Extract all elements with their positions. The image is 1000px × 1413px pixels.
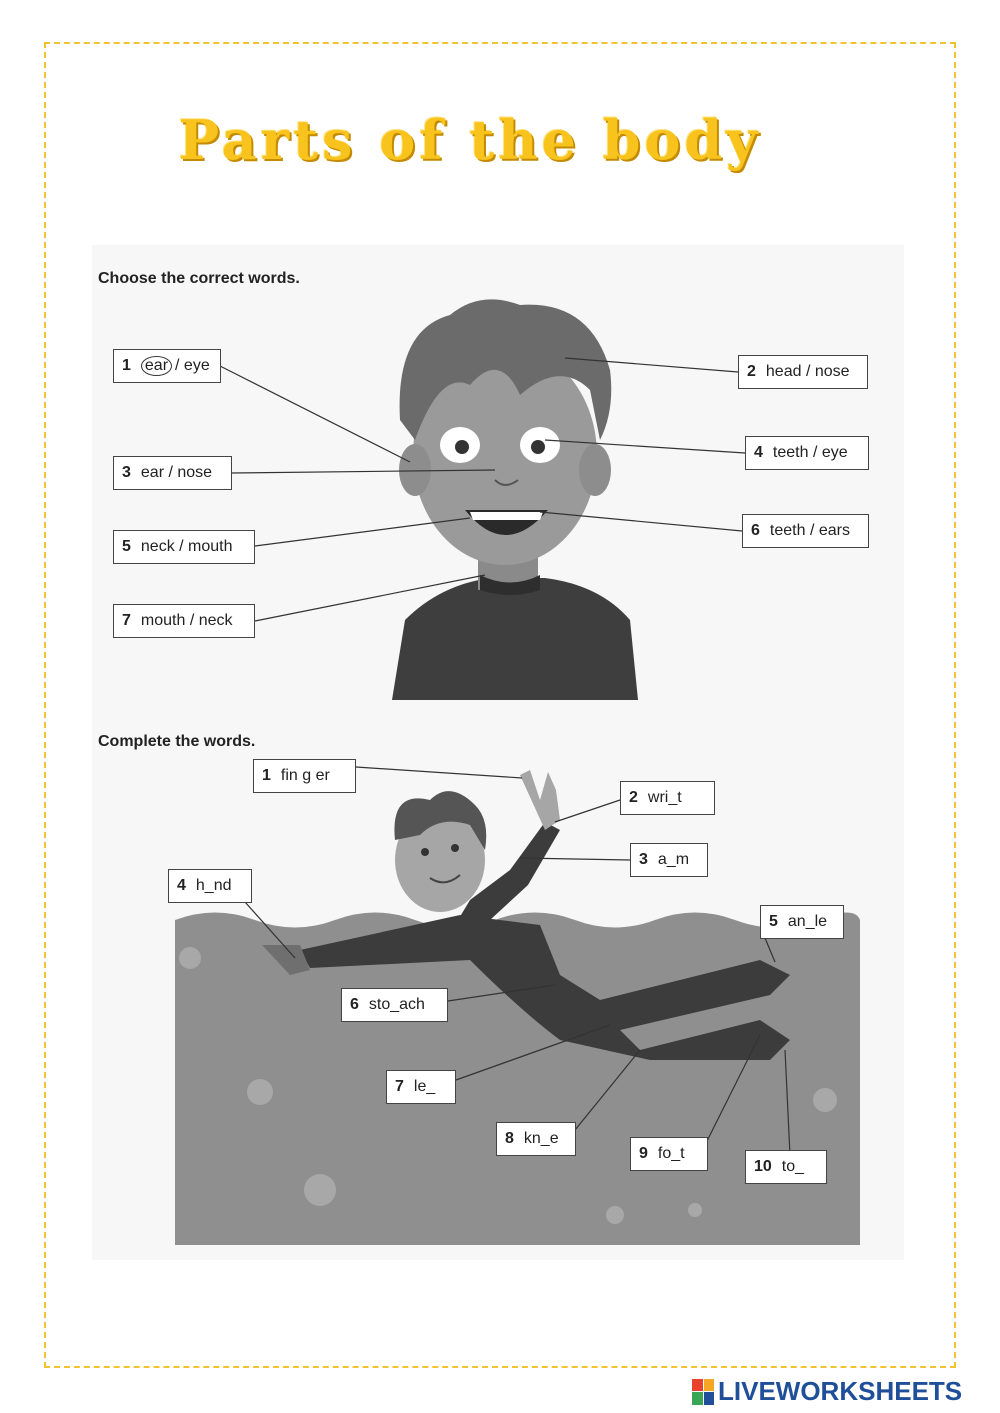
word-text[interactable]: an_le <box>787 913 828 930</box>
word-text[interactable]: h_nd <box>195 877 232 894</box>
item-number: 8 <box>505 1130 514 1147</box>
word-text[interactable]: fo_t <box>657 1145 685 1162</box>
choice-text: / eye <box>175 357 210 374</box>
choice-text: head / nose <box>765 363 850 380</box>
word-text[interactable]: wri_t <box>647 789 682 806</box>
logo-mark-icon <box>692 1379 714 1405</box>
choice-box-2[interactable] <box>738 355 868 389</box>
circled-answer: ear <box>141 356 172 376</box>
item-number: 2 <box>629 789 638 806</box>
item-number: 9 <box>639 1145 648 1162</box>
choice-box-1[interactable] <box>113 349 221 383</box>
item-number: 4 <box>754 444 763 461</box>
word-text[interactable]: a_m <box>657 851 690 868</box>
choice-box-4[interactable] <box>745 436 869 470</box>
item-number: 1 <box>262 767 271 784</box>
item-number: 6 <box>751 522 760 539</box>
item-number: 4 <box>177 877 186 894</box>
brand-text: LIVEWORKSHEETS <box>718 1376 963 1406</box>
item-number: 3 <box>639 851 648 868</box>
choice-box-7[interactable] <box>113 604 255 638</box>
word-box-4[interactable] <box>168 869 252 903</box>
choice-box-5[interactable] <box>113 530 255 564</box>
item-number: 10 <box>754 1158 772 1175</box>
item-number: 1 <box>122 357 131 374</box>
instruction-choose: Choose the correct words. <box>98 270 300 287</box>
choice-box-3[interactable] <box>113 456 232 490</box>
choice-text: mouth / neck <box>140 612 233 629</box>
item-number: 7 <box>122 612 131 629</box>
instruction-complete: Complete the words. <box>98 733 256 750</box>
page-title: Parts of the body <box>178 108 762 172</box>
item-number: 3 <box>122 464 131 481</box>
word-text[interactable]: le_ <box>413 1078 436 1095</box>
word-box-10[interactable] <box>745 1150 827 1184</box>
choice-text: neck / mouth <box>140 538 233 555</box>
word-box-6[interactable] <box>341 988 448 1022</box>
item-number: 6 <box>350 996 359 1013</box>
word-text[interactable]: fin g er <box>280 767 330 784</box>
item-number: 2 <box>747 363 756 380</box>
word-box-8[interactable] <box>496 1122 576 1156</box>
item-number: 5 <box>769 913 778 930</box>
choice-text: teeth / ears <box>769 522 850 539</box>
word-box-2[interactable] <box>620 781 715 815</box>
liveworksheets-logo <box>692 1376 962 1407</box>
word-box-3[interactable] <box>630 843 708 877</box>
item-number: 7 <box>395 1078 404 1095</box>
word-text[interactable]: sto_ach <box>368 996 425 1013</box>
word-text[interactable]: to_ <box>781 1158 805 1175</box>
choice-text: ear / nose <box>140 464 213 481</box>
word-text[interactable]: kn_e <box>523 1130 559 1147</box>
word-box-1[interactable] <box>253 759 356 793</box>
item-number: 5 <box>122 538 131 555</box>
choice-text: teeth / eye <box>772 444 848 461</box>
word-box-5[interactable] <box>760 905 844 939</box>
choice-box-6[interactable] <box>742 514 869 548</box>
word-box-9[interactable] <box>630 1137 708 1171</box>
word-box-7[interactable] <box>386 1070 456 1104</box>
